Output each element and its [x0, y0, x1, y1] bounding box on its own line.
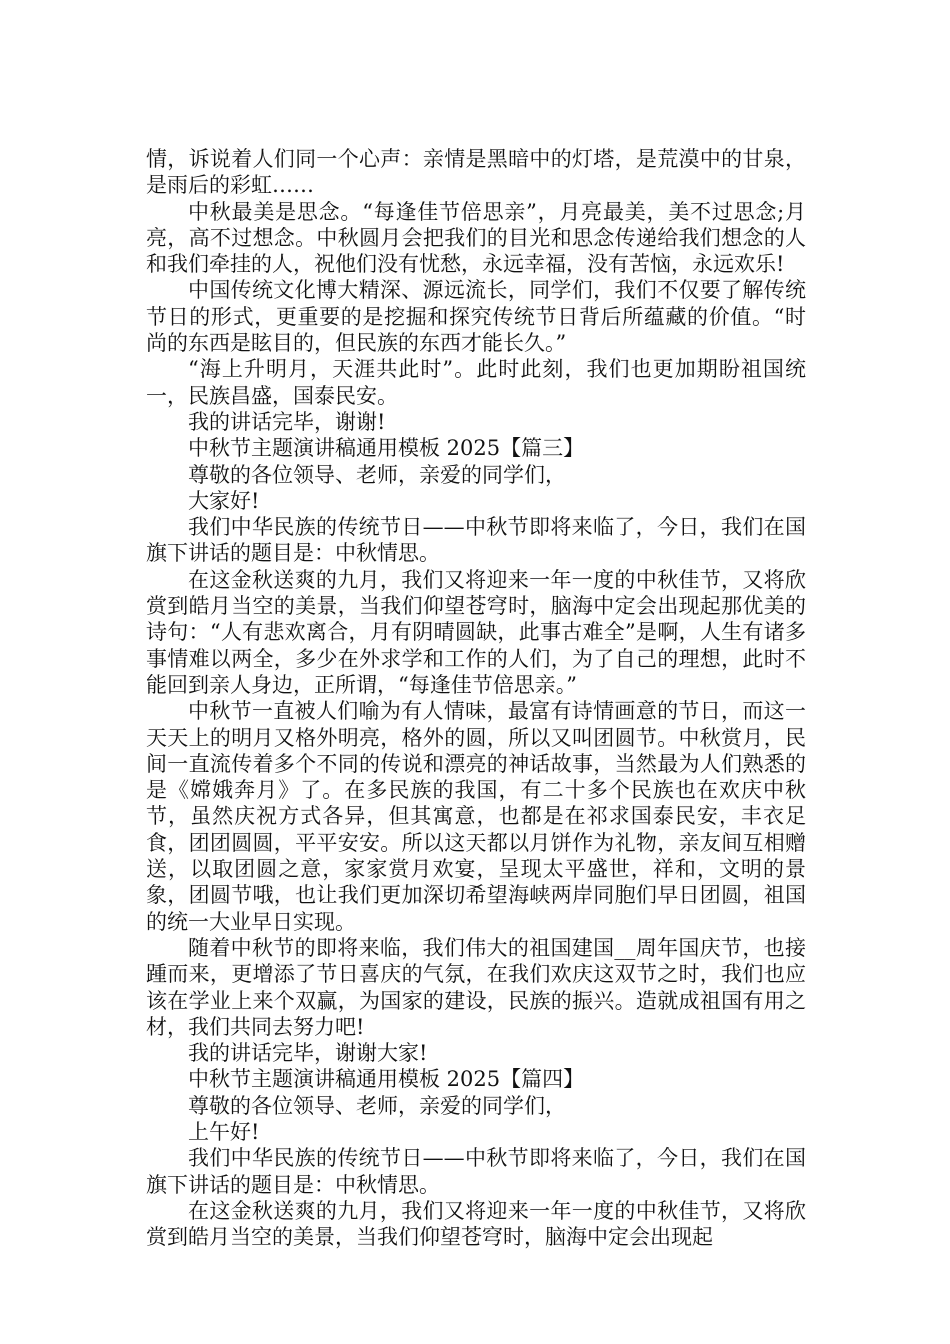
paragraph-autumn: 在这金秋送爽的九月，我们又将迎来一年一度的中秋佳节，又将欣赏到皓月当空的美景，当我们仰望苍穹时，脑海中定会出现起那优美的诗句：“人有悲欢离合，月有阴晴圆缺，此事古难全”是啊，人生有诸多事情难以两全，多少在外求学和工作的人们，为了自己的理想，此时不能回到亲人身边，正所谓，“每逢佳节倍思亲。”	[146, 567, 806, 697]
section-heading-part-four: 中秋节主题演讲稿通用模板 2025【篇四】	[188, 1067, 585, 1092]
paragraph-salutation: 尊敬的各位领导、老师，亲爱的同学们，	[188, 462, 566, 487]
paragraph-intro: 我们中华民族的传统节日——中秋节即将来临了，今日，我们在国旗下讲话的题目是：中秋情思。	[146, 515, 806, 566]
paragraph-greeting-2: 上午好!	[188, 1119, 260, 1144]
paragraph-autumn-2: 在这金秋送爽的九月，我们又将迎来一年一度的中秋佳节，又将欣赏到皓月当空的美景，当我们仰望苍穹时，脑海中定会出现起	[146, 1198, 806, 1250]
paragraph-salutation-2: 尊敬的各位领导、老师，亲爱的同学们，	[188, 1093, 566, 1118]
paragraph-intro-2: 我们中华民族的传统节日——中秋节即将来临了，今日，我们在国旗下讲话的题目是：中秋情思。	[146, 1146, 806, 1197]
section-heading-part-three: 中秋节主题演讲稿通用模板 2025【篇三】	[188, 436, 585, 461]
paragraph-missing-you: 中秋最美是思念。“每逢佳节倍思亲”，月亮最美，美不过思念;月亮，高不过想念。中秋圆月会把我们的目光和思念传递给我们想念的人和我们牵挂的人，祝他们没有忧愁，永远幸福，没有苦恼，永远欢乐!	[146, 199, 806, 277]
paragraph-continuation: 情，诉说着人们同一个心声：亲情是黑暗中的灯塔，是荒漠中的甘泉，是雨后的彩虹……	[146, 147, 806, 198]
paragraph-thanks: 我的讲话完毕，谢谢大家!	[188, 1041, 428, 1066]
paragraph-closing: 我的讲话完毕，谢谢!	[188, 409, 386, 434]
paragraph-festival-meaning: 中秋节一直被人们喻为有人情味，最富有诗情画意的节日，而这一天天上的明月又格外明亮，格外的圆，所以又叫团圆节。中秋赏月，民间一直流传着多个不同的传说和漂亮的神话故事，当然最为人们熟悉的是《嫦娥奔月》了。在多民族的我国，有二十多个民族也在欢庆中秋节，虽然庆祝方式各异，但其寓意，也都是在祁求国泰民安，丰衣足食，团团圆圆，平平安安。所以这天都以月饼作为礼物，亲友间互相赠送，以取团圆之意，家家赏月欢宴，呈现太平盛世，祥和，文明的景象，团圆节哦，也让我们更加深切希望海峡两岸同胞们早日团圆，祖国的统一大业早日实现。	[146, 699, 806, 934]
document-page	[146, 146, 806, 1250]
paragraph-greeting: 大家好!	[188, 488, 260, 513]
paragraph-bright-moon: “海上升明月，天涯共此时”。此时此刻，我们也更加期盼祖国统一，民族昌盛，国泰民安。	[146, 357, 806, 408]
paragraph-national-day: 随着中秋节的即将来临，我们伟大的祖国建国__周年国庆节，也接踵而来，更增添了节日喜庆的气氛，在我们欢庆这双节之时，我们也应该在学业上来个双赢，为国家的建设，民族的振兴。造就成祖国有用之材，我们共同去努力吧!	[146, 935, 806, 1039]
paragraph-traditional-culture: 中国传统文化博大精深、源远流长，同学们，我们不仅要了解传统节日的形式，更重要的是挖掘和探究传统节日背后所蕴藏的价值。“时尚的东西是眩目的，但民族的东西才能长久。”	[146, 278, 806, 356]
